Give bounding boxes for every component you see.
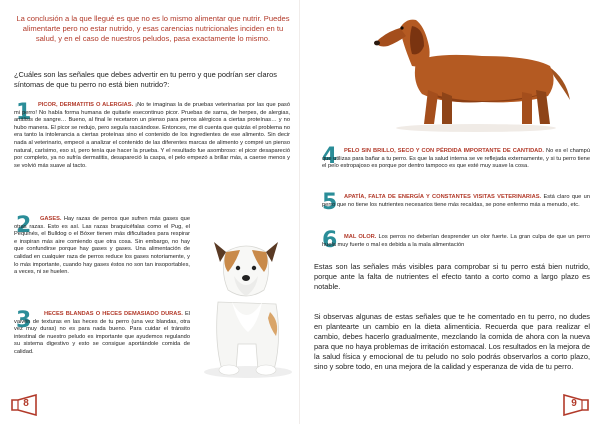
item-number-5: 5: [322, 190, 338, 215]
item-3-paragraph: [14, 308, 190, 357]
item-6-text: Los perros no deberían desprender un olor fuerte. La gran culpa de que un perro huela muy fuerte o mal es debida a la mala alimentación: [322, 234, 590, 248]
item-3-heading: HECES BLANDAS O HECES DEMASIADO DURAS.: [44, 311, 183, 317]
item-3-text: El vaivén de texturas en las heces de tu perro (una vez blandas, otra vez muy duras) no es para nada bueno. Para cuidar el tránsito intestinal de nuestro peludo es importante que ayudemos regulando su sistema digestivo y esto se consigue aportándole comida de calidad.: [14, 311, 190, 355]
item-1-heading: PICOR, DERMATITIS O ALERGIAS.: [38, 102, 134, 108]
intro-paragraph: La conclusión a la que llegué es que no es lo mismo alimentar que nutrir. Puedes alimentarte pero no estar nutrido, y esas carencias nutricionales inciden en tu salud, y en el caso de nuestros peludos, pasa exactamente lo mismo.: [16, 14, 290, 44]
item-4-text: No es el champú que utilizas para bañar a tu perro. Es que la salud interna se ve reflejada externamente, y si tu perro tiene el pelo estropajoso es porque por dentro tampoco es que esté muy suave la cosa.: [322, 148, 590, 170]
page-number-right: [558, 394, 590, 416]
item-5-heading: APATÍA, FALTA DE ENERGÍA Y CONSTANTES VISITAS VETERINARIAS.: [344, 194, 542, 200]
item-2-paragraph: [14, 213, 190, 277]
page-number-left: [10, 394, 42, 416]
page-number-label: 9: [571, 398, 577, 409]
item-number-6: 6: [322, 228, 338, 253]
item-1-text: ¡No te imaginas la de pruebas veterinarias por las que pasó mi perro! No había forma humana de quitarle esecontinuo picor. Pruebas de sarna, de herpes, de alergias, análisis de sangre… Bueno, al final le recetaron un pienso para perros alérgicos a ciertas proteínas… y no hubo manera. El picor se redujo, pero seguía rascándose. Entonces, me di cuenta que quizás el problema no era tanto la intolerancia a ciertas proteínas sino el contenido de los ingredientes de ese alimento. Sin decir nada al veterinario, empecé a analizar el contenido de las diferentes marcas de alimento y compré un pienso natural, carísimo, eso sí, pero tenía que hacer la prueba. Y el resultado fue asombroso: el picor desapareció por completo, ya no sufría dermatitis, desapareció la caspa, el pelo empezó a brillar más, a caerse menos y se volvió más suave al tacto.: [14, 102, 290, 169]
item-number-4: 4: [322, 144, 338, 169]
closing-paragraph: Si observas algunas de estas señales que te he comentado en tu perro, no dudes en plantearte un cambio en la dieta alimenticia. Recuerda que para realizar el cambio, debes hacerlo gradualmente, mezclando la comida de ahora con la nueva para que no haya problemas de irritación estomacal. Los resultados en la mejora de la salud física y emocional de tu peludo no solo podrás observarlos a corto plazo, sino y sobre todo, en una mejora de la calidad y esperanza de vida de tu perro.: [314, 312, 590, 372]
item-number-3: 3: [16, 308, 32, 333]
item-number-2: 2: [16, 213, 32, 238]
item-4-heading: PELO SIN BRILLO, SECO Y CON PÉRDIDA IMPORTANTE DE CANTIDAD.: [344, 148, 544, 154]
dachshund-dog-image: [372, 12, 572, 134]
summary-paragraph: Estas son las señales más visibles para comprobar si tu perro está bien nutrido, porque ante la falta de nutrientes el efecto tanto a corto como a largo plazo es notable.: [314, 262, 590, 292]
terrier-dog-image: [196, 232, 296, 380]
item-1-paragraph: [14, 102, 290, 170]
right-page: [300, 0, 600, 424]
item-6-paragraph: [322, 234, 590, 249]
page-number-label: 8: [23, 398, 29, 409]
item-5-paragraph: [322, 194, 590, 209]
item-number-1: 1: [16, 100, 32, 125]
item-2-heading: GASES.: [40, 216, 62, 222]
item-2-text: Hay razas de perros que sufren más gases que otras razas. Esto es así. Las razas braquicéfalas como el Pug, el Pequinés, el Bulldog o el Bóxer tienen más dificultades para respirar e inspiran más aire comiendo que otra cosa. Sin embargo, no hay que confundirse porque hay gases y gases. Una alimentación de calidad en cualquier raza de perros reduce los gases notoriamente, y lo más importante, cuando hay gases éstos no son tan insoportables, a veces, ni se huelen.: [14, 216, 190, 276]
question-paragraph: ¿Cuáles son las señales que debes advertir en tu perro y que podrían ser claros síntomas de que tu perro no está bien nutrido?:: [14, 70, 277, 89]
item-6-heading: MAL OLOR.: [344, 234, 377, 240]
item-4-paragraph: [322, 144, 590, 171]
item-5-text: Está claro que un perro que no tiene los nutrientes necesarios tiene más recaídas, se pone enfermo más a menudo, etc.: [322, 194, 590, 208]
